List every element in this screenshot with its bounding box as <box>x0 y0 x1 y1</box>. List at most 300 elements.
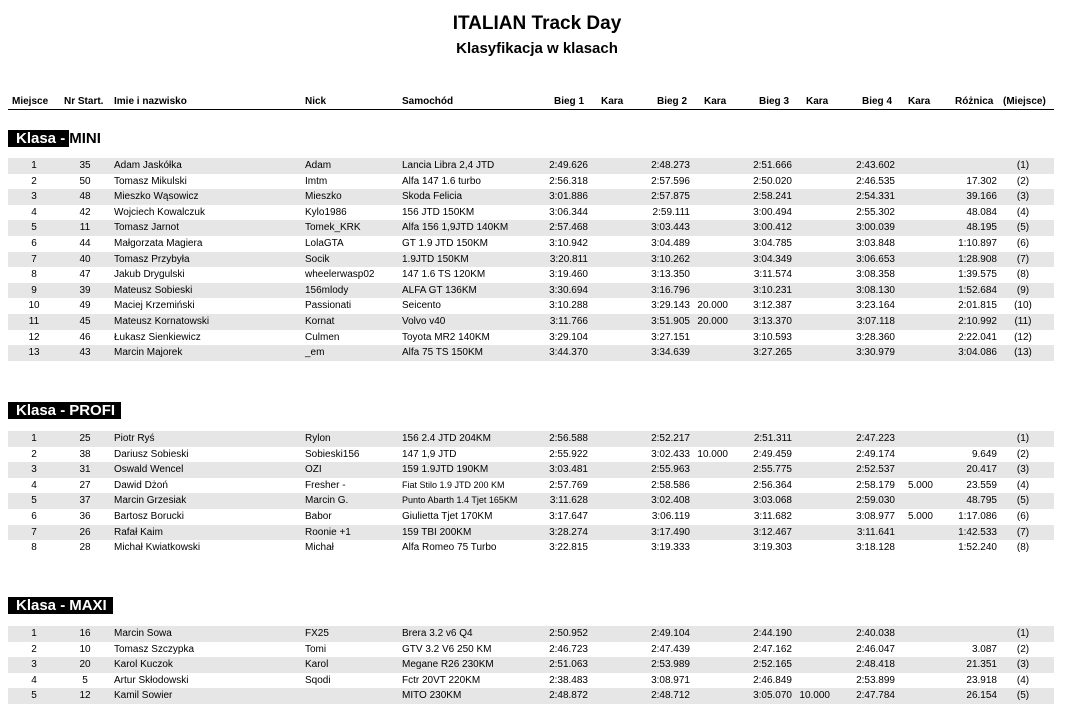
cell-bieg3: 3:10.231 <box>753 284 792 296</box>
cell-miejsce: 6 <box>31 511 37 522</box>
cell-nr-start: 28 <box>79 542 91 554</box>
cell-bieg4: 2:49.174 <box>856 448 895 460</box>
cell-nick: Tomek_KRK <box>305 222 361 234</box>
table-row <box>8 330 1054 346</box>
cell-miejsce2: (2) <box>1016 175 1030 187</box>
cell-nick: wheelerwasp02 <box>305 269 375 281</box>
cell-bieg1: 3:19.460 <box>549 269 588 281</box>
cell-imie: Artur Skłodowski <box>114 674 189 686</box>
cell-nick: _em <box>305 347 325 359</box>
cell-roznica: 23.559 <box>966 479 997 491</box>
cell-miejsce: 7 <box>31 253 37 265</box>
page-title: ITALIAN Track Day <box>452 13 622 34</box>
cell-bieg3: 3:13.370 <box>753 316 792 327</box>
header-kara1: Kara <box>601 96 624 107</box>
cell-nr-start: 12 <box>79 690 91 702</box>
header-kara4: Kara <box>908 96 931 107</box>
cell-bieg1: 3:30.694 <box>549 284 588 296</box>
cell-bieg3: 3:00.412 <box>753 222 792 234</box>
cell-nr-start: 38 <box>79 448 91 460</box>
cell-imie: Tomasz Przybyła <box>114 253 190 265</box>
cell-bieg3: 3:04.349 <box>753 253 792 265</box>
cell-miejsce2: (4) <box>1016 674 1030 686</box>
cell-roznica: 17.302 <box>966 175 997 187</box>
cell-miejsce2: (3) <box>1016 464 1030 476</box>
cell-bieg1: 2:57.468 <box>549 222 588 234</box>
cell-imie: Maciej Krzemiński <box>114 300 195 312</box>
cell-nr-start: 45 <box>79 316 91 327</box>
cell-bieg4: 2:48.418 <box>856 659 895 671</box>
header-miejsce2: (Miejsce) <box>1003 96 1046 107</box>
cell-imie: Tomasz Mikulski <box>114 175 187 187</box>
cell-nr-start: 31 <box>79 464 91 476</box>
cell-bieg4: 2:58.179 <box>856 479 895 491</box>
class-label-mini <box>8 130 101 147</box>
cell-imie: Dawid Dżoń <box>114 479 168 491</box>
cell-bieg4: 2:54.331 <box>856 191 895 203</box>
cell-nr-start: 40 <box>79 253 91 265</box>
cell-bieg4: 3:03.848 <box>856 238 895 249</box>
cell-bieg4: 3:30.979 <box>856 347 895 359</box>
table-row <box>8 540 1054 556</box>
cell-bieg1: 2:50.952 <box>549 628 588 639</box>
cell-miejsce: 11 <box>28 316 40 327</box>
cell-bieg2: 3:06.119 <box>651 511 690 522</box>
table-row <box>8 345 1054 361</box>
cell-miejsce2: (3) <box>1016 659 1030 671</box>
cell-roznica: 1:28.908 <box>958 253 997 265</box>
cell-miejsce: 5 <box>31 222 37 234</box>
cell-bieg3: 2:44.190 <box>753 628 792 639</box>
cell-imie: Małgorzata Magiera <box>114 238 203 249</box>
cell-bieg1: 3:11.766 <box>549 316 588 327</box>
cell-bieg3: 2:58.241 <box>753 191 792 203</box>
cell-miejsce: 3 <box>31 191 37 203</box>
cell-nick: 156mlody <box>305 284 349 296</box>
cell-imie: Marcin Majorek <box>114 347 183 359</box>
cell-bieg3: 3:11.574 <box>753 269 792 281</box>
cell-bieg2: 2:55.963 <box>651 464 690 476</box>
cell-kara2: 10.000 <box>697 448 728 460</box>
cell-imie: Karol Kuczok <box>114 659 173 671</box>
cell-bieg2: 3:29.143 <box>651 300 690 312</box>
class-label-maxi <box>8 597 113 614</box>
cell-samochod: Megane R26 230KM <box>402 659 494 671</box>
cell-bieg1: 3:11.628 <box>549 495 588 507</box>
cell-imie: Dariusz Sobieski <box>114 448 189 460</box>
cell-bieg4: 3:23.164 <box>856 300 895 312</box>
cell-bieg2: 2:48.712 <box>651 690 690 702</box>
cell-nick: Babor <box>305 511 332 522</box>
cell-bieg1: 2:49.626 <box>549 160 588 171</box>
cell-samochod: 159 1.9JTD 190KM <box>402 464 489 476</box>
cell-nick: Sobieski156 <box>305 448 360 460</box>
cell-bieg4: 3:11.641 <box>856 526 895 538</box>
cell-bieg1: 3:10.942 <box>549 238 588 249</box>
cell-bieg4: 2:40.038 <box>856 628 895 639</box>
cell-samochod: Punto Abarth 1.4 Tjet 165KM <box>402 495 518 506</box>
cell-miejsce: 3 <box>31 659 37 671</box>
cell-kara4: 5.000 <box>907 479 933 491</box>
cell-samochod: Fctr 20VT 220KM <box>402 674 481 686</box>
header-bieg2: Bieg 2 <box>657 96 688 107</box>
cell-bieg1: 3:20.811 <box>549 253 588 265</box>
cell-nr-start: 44 <box>79 238 91 249</box>
cell-samochod: Alfa Romeo 75 Turbo <box>402 542 497 554</box>
cell-bieg3: 2:49.459 <box>753 448 792 460</box>
cell-bieg4: 2:52.537 <box>856 464 895 476</box>
cell-nick: Michał <box>305 542 334 554</box>
header-kara3: Kara <box>806 96 829 107</box>
cell-bieg1: 3:28.274 <box>549 526 588 538</box>
cell-nr-start: 39 <box>79 284 91 296</box>
cell-roznica: 1:52.684 <box>958 284 997 296</box>
cell-bieg1: 2:56.588 <box>549 433 588 444</box>
cell-imie: Łukasz Sienkiewicz <box>114 331 201 343</box>
cell-imie: Jakub Drygulski <box>114 269 185 281</box>
cell-bieg2: 3:34.639 <box>651 347 690 359</box>
cell-nick: Marcin G. <box>305 495 349 507</box>
cell-roznica: 1:52.240 <box>958 542 997 554</box>
cell-nick: Imtm <box>305 175 328 187</box>
cell-nr-start: 50 <box>79 175 91 187</box>
cell-samochod: 159 TBI 200KM <box>402 526 472 538</box>
cell-miejsce: 7 <box>31 526 37 538</box>
cell-nick: OZI <box>305 464 322 476</box>
cell-miejsce: 8 <box>31 542 37 554</box>
cell-bieg2: 3:16.796 <box>651 284 690 296</box>
cell-imie: Rafał Kaim <box>114 526 163 538</box>
cell-nr-start: 49 <box>79 300 91 312</box>
cell-bieg4: 3:07.118 <box>856 316 895 327</box>
cell-miejsce2: (5) <box>1016 222 1030 234</box>
cell-samochod: Skoda Felicia <box>402 191 463 203</box>
cell-nick: Roonie +1 <box>305 526 351 538</box>
cell-bieg4: 3:28.360 <box>856 331 895 343</box>
cell-roznica: 1:10.897 <box>958 238 997 249</box>
cell-miejsce2: (1) <box>1016 160 1030 171</box>
cell-miejsce: 9 <box>31 284 37 296</box>
table-row <box>8 220 1054 236</box>
cell-bieg2: 3:02.408 <box>651 495 690 507</box>
cell-nick: FX25 <box>305 628 329 639</box>
cell-bieg2: 2:59.111 <box>652 206 690 218</box>
cell-bieg3: 3:00.494 <box>753 206 792 218</box>
cell-roznica: 3:04.086 <box>958 347 997 359</box>
cell-bieg1: 3:22.815 <box>549 542 588 554</box>
class-label-prefix: Klasa - <box>8 130 69 147</box>
cell-miejsce: 1 <box>31 433 37 444</box>
cell-miejsce: 10 <box>28 300 40 312</box>
cell-bieg3: 2:51.311 <box>753 433 792 444</box>
table-row <box>8 189 1054 205</box>
cell-samochod: GTV 3.2 V6 250 KM <box>402 643 492 655</box>
cell-miejsce: 5 <box>31 495 37 507</box>
cell-bieg3: 3:04.785 <box>753 238 792 249</box>
cell-samochod: Seicento <box>402 300 441 312</box>
cell-bieg3: 2:50.020 <box>753 175 792 187</box>
table-row <box>8 688 1054 704</box>
cell-bieg3: 3:27.265 <box>753 347 792 359</box>
cell-bieg3: 3:12.387 <box>753 300 792 312</box>
cell-nr-start: 46 <box>79 331 91 343</box>
cell-samochod: 156 2.4 JTD 204KM <box>402 433 491 444</box>
column-header-row <box>8 95 1054 110</box>
cell-bieg4: 2:53.899 <box>856 674 895 686</box>
cell-roznica: 48.084 <box>966 206 997 218</box>
cell-bieg3: 2:46.849 <box>753 674 792 686</box>
table-row <box>8 431 1054 447</box>
class-label-name: MAXI <box>69 597 113 614</box>
cell-roznica: 3.087 <box>971 643 997 655</box>
cell-nick: Kornat <box>305 316 335 327</box>
header-nick: Nick <box>305 96 327 107</box>
cell-bieg1: 2:46.723 <box>549 643 588 655</box>
table-row <box>8 525 1054 541</box>
cell-bieg1: 3:17.647 <box>549 511 588 522</box>
table-row <box>8 673 1054 689</box>
cell-roznica: 2:10.992 <box>958 316 997 327</box>
header-nr-start: Nr Start. <box>64 96 104 107</box>
page-subtitle: Klasyfikacja w klasach <box>456 40 618 57</box>
cell-bieg2: 2:48.273 <box>651 160 690 171</box>
cell-nr-start: 47 <box>79 269 91 281</box>
cell-bieg4: 2:46.535 <box>856 175 895 187</box>
cell-miejsce2: (1) <box>1016 433 1030 444</box>
cell-miejsce2: (7) <box>1016 253 1030 265</box>
cell-bieg2: 2:47.439 <box>651 643 690 655</box>
cell-bieg1: 3:01.886 <box>549 191 588 203</box>
cell-imie: Tomasz Szczypka <box>114 643 195 655</box>
cell-bieg3: 3:03.068 <box>753 495 792 507</box>
cell-imie: Mateusz Sobieski <box>114 284 193 296</box>
cell-bieg2: 2:58.586 <box>651 479 690 491</box>
cell-roznica: 39.166 <box>966 191 997 203</box>
cell-nick: Fresher - <box>305 479 346 491</box>
cell-miejsce2: (5) <box>1016 690 1030 702</box>
cell-nr-start: 25 <box>79 433 91 444</box>
cell-nick: Karol <box>305 659 329 671</box>
cell-bieg2: 2:52.217 <box>651 433 690 444</box>
cell-miejsce2: (1) <box>1016 628 1030 639</box>
cell-bieg4: 3:18.128 <box>856 542 895 554</box>
cell-bieg4: 3:06.653 <box>856 253 895 265</box>
cell-bieg4: 2:46.047 <box>856 643 895 655</box>
cell-bieg3: 2:51.666 <box>753 160 792 171</box>
cell-nick: LolaGTA <box>305 238 344 249</box>
table-row <box>8 283 1054 299</box>
cell-bieg2: 3:17.490 <box>651 526 690 538</box>
cell-imie: Bartosz Borucki <box>114 511 185 522</box>
cell-bieg2: 2:53.989 <box>651 659 690 671</box>
table-row <box>8 252 1054 268</box>
cell-nick: Kylo1986 <box>305 206 347 218</box>
cell-nick: Sqodi <box>305 674 331 686</box>
cell-bieg4: 2:47.223 <box>856 433 895 444</box>
cell-bieg3: 2:56.364 <box>753 479 792 491</box>
table-row <box>8 158 1054 174</box>
cell-bieg3: 3:10.593 <box>753 331 792 343</box>
cell-samochod: 147 1.6 TS 120KM <box>402 269 486 281</box>
cell-kara3: 10.000 <box>799 690 830 702</box>
table-row <box>8 447 1054 463</box>
cell-samochod: Fiat Stilo 1.9 JTD 200 KM <box>402 479 505 490</box>
cell-miejsce2: (8) <box>1016 269 1030 281</box>
cell-bieg3: 2:55.775 <box>753 464 792 476</box>
cell-bieg4: 3:08.358 <box>856 269 895 281</box>
cell-miejsce: 4 <box>31 674 37 686</box>
cell-roznica: 20.417 <box>966 464 997 476</box>
cell-samochod: 156 JTD 150KM <box>402 206 475 218</box>
table-row <box>8 642 1054 658</box>
cell-bieg3: 3:05.070 <box>753 690 792 702</box>
cell-nr-start: 5 <box>82 674 88 686</box>
cell-nick: Rylon <box>305 433 331 444</box>
cell-bieg1: 3:29.104 <box>549 331 588 343</box>
cell-nick: Socik <box>305 253 330 265</box>
cell-bieg2: 3:19.333 <box>651 542 690 554</box>
cell-bieg1: 3:06.344 <box>549 206 588 218</box>
cell-imie: Marcin Grzesiak <box>114 495 187 507</box>
cell-nr-start: 37 <box>79 495 91 507</box>
cell-miejsce2: (4) <box>1016 206 1030 218</box>
cell-roznica: 26.154 <box>966 690 997 702</box>
cell-samochod: GT 1.9 JTD 150KM <box>402 238 488 249</box>
cell-imie: Mieszko Wąsowicz <box>114 191 199 203</box>
cell-bieg2: 3:03.443 <box>651 222 690 234</box>
cell-bieg1: 3:10.288 <box>549 300 588 312</box>
header-imie: Imie i nazwisko <box>114 96 187 107</box>
cell-nr-start: 42 <box>79 206 91 218</box>
cell-bieg4: 2:47.784 <box>856 690 895 702</box>
table-row <box>8 205 1054 221</box>
cell-imie: Piotr Ryś <box>114 433 155 444</box>
cell-nick: Culmen <box>305 331 340 343</box>
cell-miejsce: 4 <box>31 479 37 491</box>
cell-bieg2: 3:10.262 <box>651 253 690 265</box>
cell-samochod: Volvo v40 <box>402 316 446 327</box>
cell-bieg3: 3:11.682 <box>753 511 792 522</box>
cell-roznica: 1:42.533 <box>958 526 997 538</box>
cell-bieg1: 2:51.063 <box>549 659 588 671</box>
cell-miejsce: 3 <box>31 464 37 476</box>
cell-miejsce2: (11) <box>1014 316 1032 327</box>
cell-miejsce: 2 <box>31 643 37 655</box>
cell-bieg2: 3:51.905 <box>651 316 690 327</box>
cell-nr-start: 26 <box>79 526 91 538</box>
cell-nr-start: 27 <box>79 479 91 491</box>
table-row <box>8 314 1054 330</box>
header-bieg3: Bieg 3 <box>759 96 790 107</box>
cell-samochod: 1.9JTD 150KM <box>402 253 469 265</box>
cell-kara2: 20.000 <box>697 316 728 327</box>
class-label-profi <box>8 402 121 419</box>
cell-bieg3: 3:19.303 <box>753 542 792 554</box>
cell-imie: Oswald Wencel <box>114 464 184 476</box>
cell-kara2: 20.000 <box>697 300 728 312</box>
cell-samochod: Alfa 156 1,9JTD 140KM <box>402 222 509 234</box>
cell-miejsce2: (5) <box>1016 495 1030 507</box>
cell-bieg2: 2:49.104 <box>651 628 690 639</box>
cell-bieg1: 3:03.481 <box>549 464 588 476</box>
cell-roznica: 9.649 <box>971 448 997 460</box>
cell-miejsce2: (13) <box>1014 347 1032 359</box>
cell-bieg4: 3:08.977 <box>856 511 895 522</box>
header-miejsce: Miejsce <box>12 96 49 107</box>
cell-samochod: Giulietta Tjet 170KM <box>402 511 493 522</box>
cell-miejsce2: (9) <box>1016 284 1030 296</box>
cell-nr-start: 10 <box>79 643 91 655</box>
cell-miejsce2: (7) <box>1016 526 1030 538</box>
cell-roznica: 23.918 <box>966 674 997 686</box>
cell-miejsce2: (2) <box>1016 643 1030 655</box>
class-label-prefix: Klasa - <box>8 597 69 614</box>
cell-miejsce2: (6) <box>1016 238 1030 249</box>
cell-samochod: Alfa 147 1.6 turbo <box>402 175 481 187</box>
cell-bieg4: 2:55.302 <box>856 206 895 218</box>
cell-roznica: 2:22.041 <box>958 331 997 343</box>
cell-imie: Michał Kwiatkowski <box>114 542 201 554</box>
cell-imie: Adam Jaskółka <box>114 160 182 171</box>
cell-bieg2: 3:13.350 <box>651 269 690 281</box>
cell-miejsce2: (6) <box>1016 511 1030 522</box>
cell-nick: Tomi <box>305 643 327 655</box>
table-row <box>8 509 1054 525</box>
cell-imie: Kamil Sowier <box>114 690 173 702</box>
cell-bieg3: 2:52.165 <box>753 659 792 671</box>
cell-miejsce: 6 <box>31 238 37 249</box>
header-bieg1: Bieg 1 <box>554 96 585 107</box>
cell-samochod: Alfa 75 TS 150KM <box>402 347 483 359</box>
cell-imie: Wojciech Kowalczuk <box>114 206 205 218</box>
table-row <box>8 267 1054 283</box>
cell-bieg4: 3:08.130 <box>856 284 895 296</box>
cell-samochod: Lancia Libra 2,4 JTD <box>402 160 495 171</box>
cell-nick: Mieszko <box>305 191 342 203</box>
cell-samochod: 147 1,9 JTD <box>402 448 457 460</box>
cell-miejsce: 1 <box>31 160 37 171</box>
cell-bieg2: 2:57.596 <box>651 175 690 187</box>
cell-nr-start: 16 <box>79 628 91 639</box>
cell-roznica: 1:17.086 <box>958 511 997 522</box>
table-row <box>8 478 1054 494</box>
cell-bieg1: 2:48.872 <box>549 690 588 702</box>
cell-roznica: 48.795 <box>966 495 997 507</box>
cell-samochod: Toyota MR2 140KM <box>402 331 490 343</box>
table-row <box>8 462 1054 478</box>
cell-miejsce2: (12) <box>1014 331 1032 343</box>
cell-nr-start: 35 <box>79 160 91 171</box>
class-label-prefix: Klasa - <box>8 402 69 419</box>
table-row <box>8 236 1054 252</box>
cell-nick: Passionati <box>305 300 352 312</box>
cell-bieg3: 2:47.162 <box>753 643 792 655</box>
header-kara2: Kara <box>704 96 727 107</box>
cell-miejsce2: (10) <box>1014 300 1032 312</box>
cell-samochod: ALFA GT 136KM <box>402 284 477 296</box>
cell-miejsce: 13 <box>28 347 40 359</box>
header-bieg4: Bieg 4 <box>862 96 893 107</box>
cell-nr-start: 20 <box>79 659 91 671</box>
cell-miejsce: 2 <box>31 175 37 187</box>
cell-roznica: 48.195 <box>966 222 997 234</box>
cell-bieg4: 2:43.602 <box>856 160 895 171</box>
cell-samochod: MITO 230KM <box>402 690 462 702</box>
cell-miejsce2: (2) <box>1016 448 1030 460</box>
cell-imie: Tomasz Jarnot <box>114 222 180 234</box>
cell-miejsce2: (3) <box>1016 191 1030 203</box>
cell-miejsce2: (4) <box>1016 479 1030 491</box>
